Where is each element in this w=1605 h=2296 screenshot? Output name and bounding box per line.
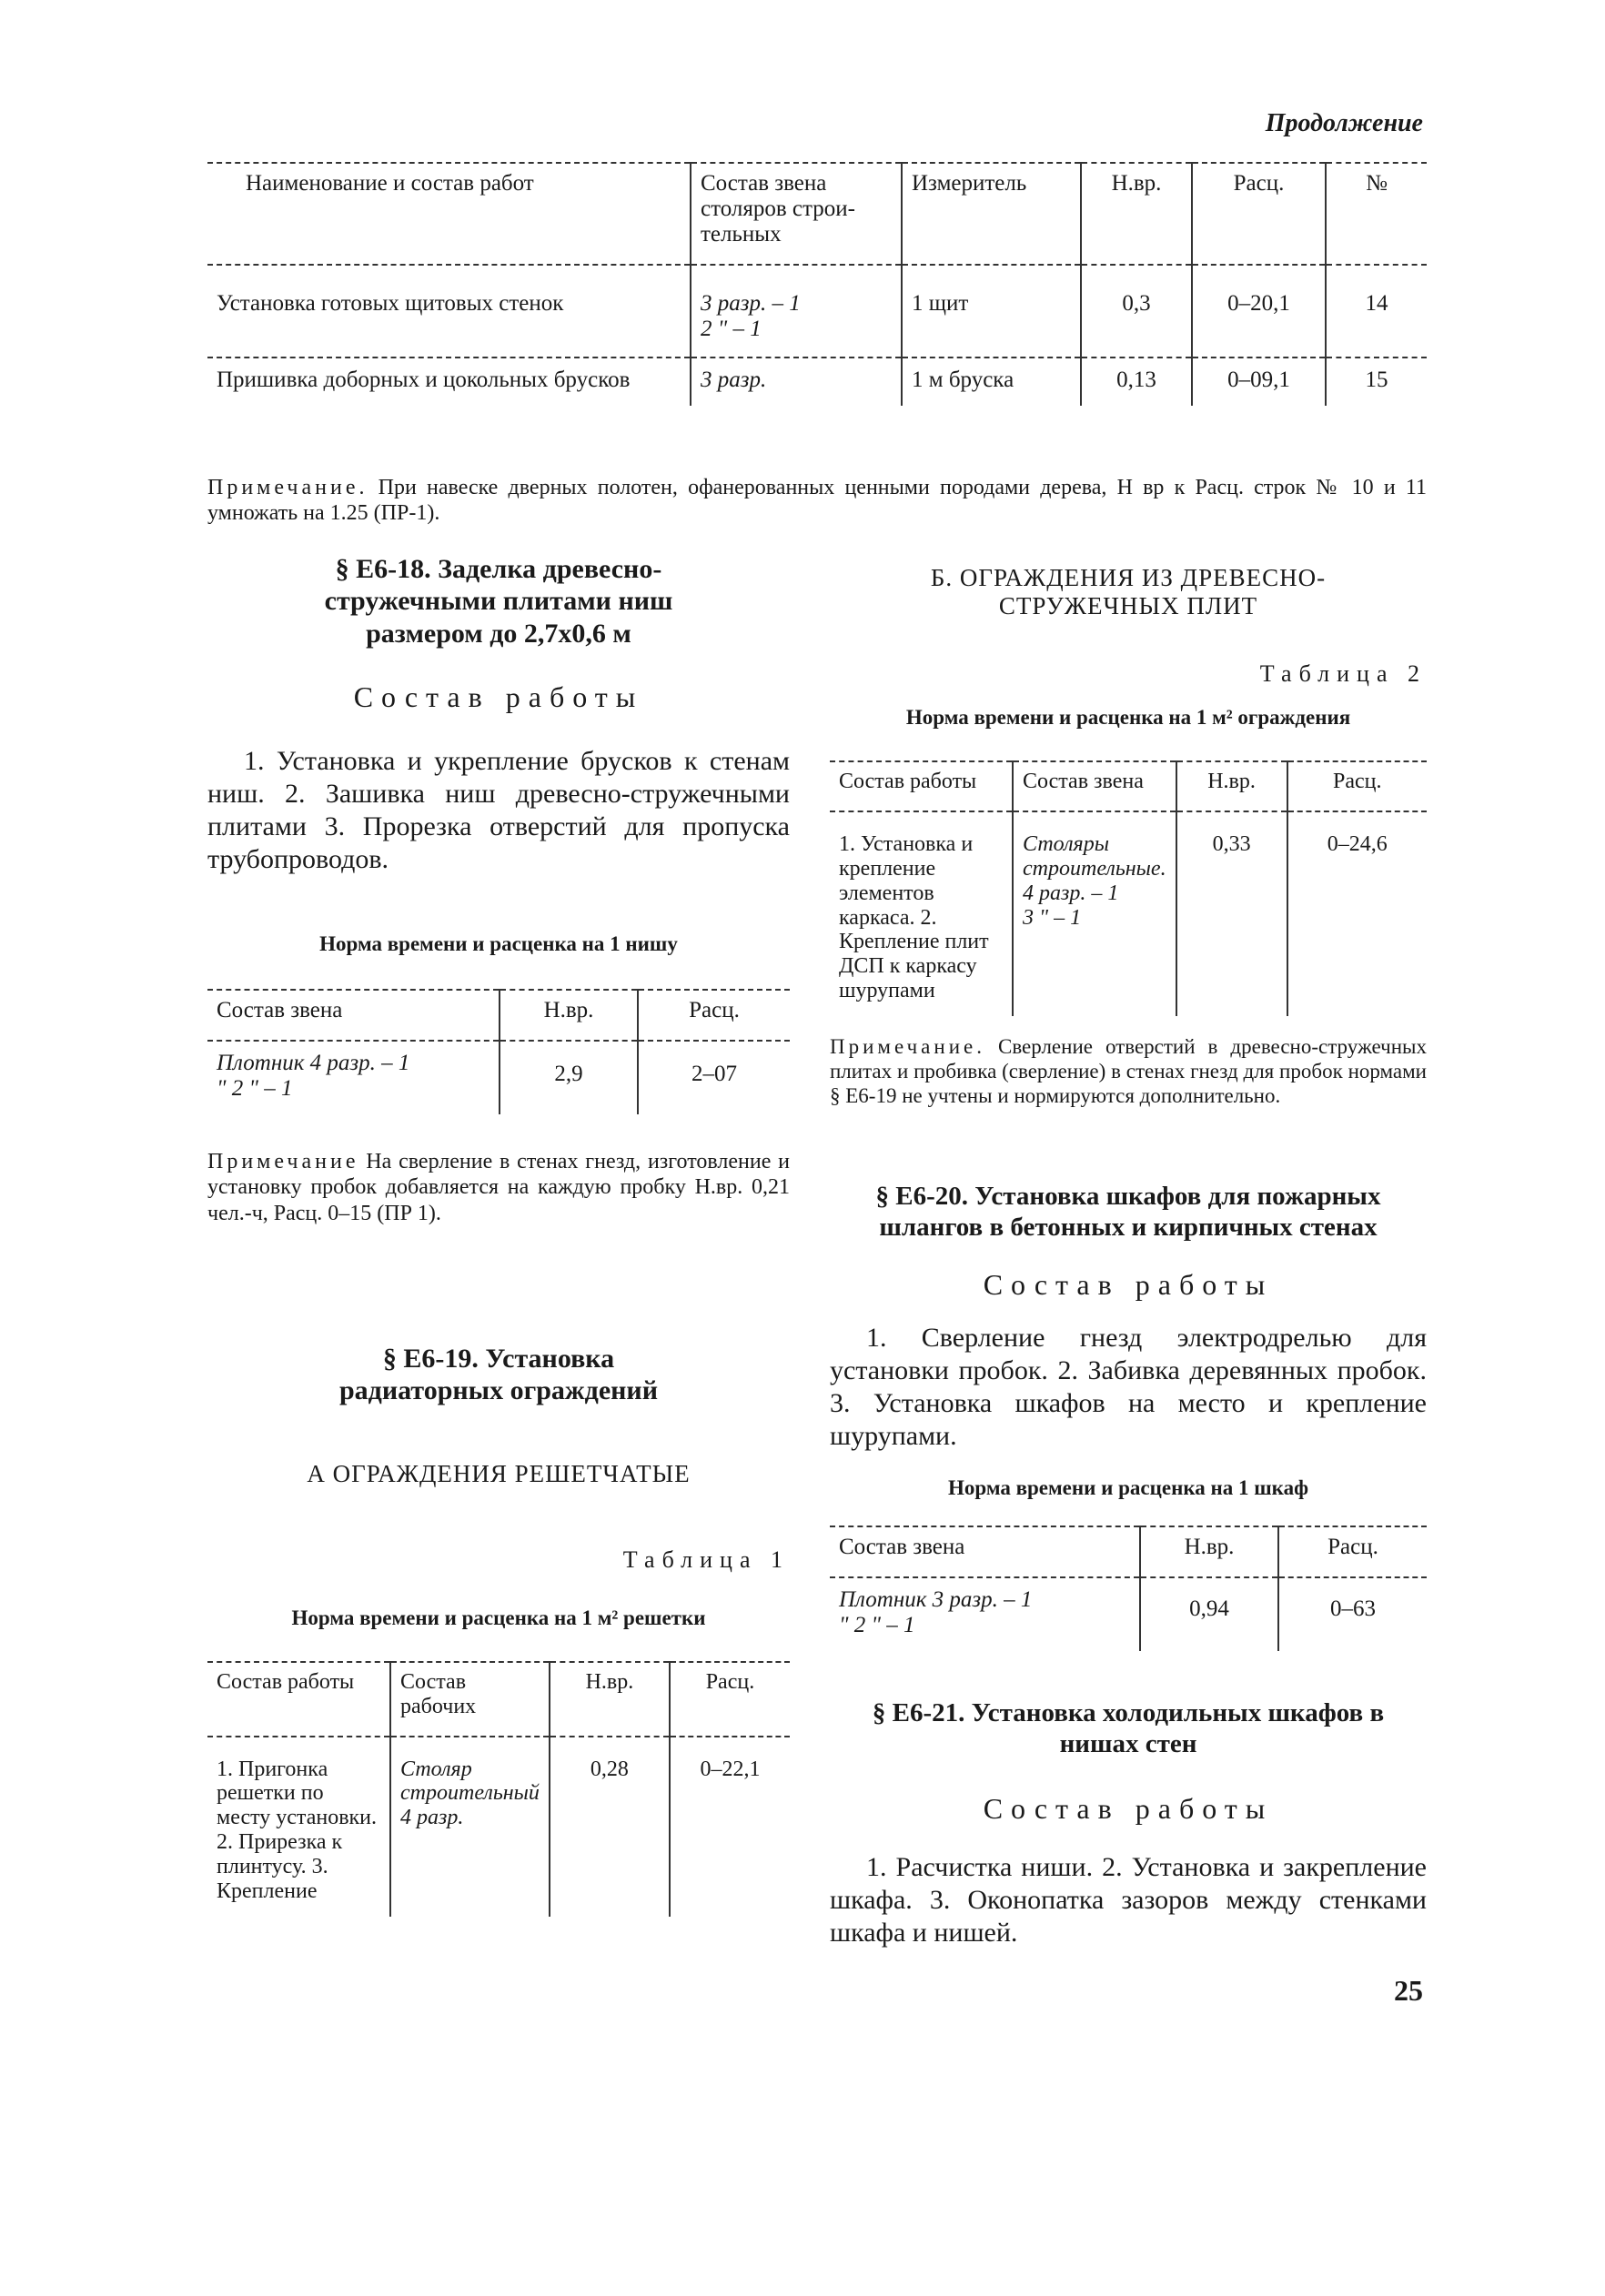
header-name: Наименование и состав работ: [246, 171, 534, 196]
section-title: § Е6-20. Установка шкафов для пожарных шлангов в бетонных и кирпичных стенах: [875, 1182, 1381, 1243]
section-b-note: [830, 1034, 1427, 1108]
header-hvr: Н.вр.: [1081, 163, 1192, 265]
section-title: § Е6-21. Установка холодильных шкафов в нишах стен: [872, 1698, 1385, 1759]
header-hvr: Н.вр.: [1176, 761, 1287, 811]
section-e6-21: [830, 1697, 1427, 1949]
table-row: [207, 1041, 790, 1114]
section-e6-20: [830, 1181, 1427, 1651]
header-unit: Измеритель: [902, 163, 1081, 265]
header-crew: Состав рабочих: [390, 1662, 550, 1737]
cell-no: 15: [1326, 357, 1427, 406]
cell-hvr: 0,33: [1176, 811, 1287, 1016]
norm-caption: Норма времени и расценка на 1 м² решетки: [291, 1606, 706, 1629]
cell-name: Установка готовых щитовых стенок: [217, 291, 564, 316]
top-table: [207, 162, 1427, 406]
cell-work: 1. Пригонка решетки по месту установки. 2. Прирезка к плинтусу. 3. Крепление: [217, 1757, 378, 1903]
section-b-table: [830, 760, 1427, 1016]
table-header: [830, 761, 1427, 811]
header-crew: Состав звена: [839, 1535, 965, 1560]
cell-hvr: 0,13: [1081, 357, 1192, 406]
header-rate: Расц.: [1278, 1526, 1427, 1577]
cell-no: 14: [1326, 265, 1427, 357]
cell-name: Пришивка доборных и цокольных брусков: [217, 368, 631, 392]
note-label: Примечание: [207, 1150, 359, 1174]
header-rate: Расц.: [1192, 163, 1326, 265]
note-label: Примечание.: [830, 1035, 985, 1059]
norm-caption: Норма времени и расценка на 1 м² ограждения: [905, 706, 1351, 730]
table-row: [207, 265, 1427, 357]
cell-rate: 0–09,1: [1192, 357, 1326, 406]
header-rate: Расц.: [638, 990, 790, 1041]
section-b: [830, 564, 1427, 1108]
header-no: №: [1326, 163, 1427, 265]
table-row: [830, 1577, 1427, 1651]
table-header: [830, 1526, 1427, 1577]
table-row: [830, 811, 1427, 1016]
table-row: [207, 1737, 790, 1917]
norm-caption: Норма времени и расценка на 1 нишу: [319, 932, 678, 956]
e618-note: [207, 1149, 790, 1226]
cell-crew: 3 разр. – 1 2 " – 1: [691, 265, 902, 357]
header-hvr: Н.вр.: [1140, 1526, 1278, 1577]
cell-crew: Плотник 4 разр. – 1 " 2 " – 1: [217, 1051, 410, 1102]
cell-hvr: 0,3: [1081, 265, 1192, 357]
note-text: На сверление в стенах гнезд, изготовление и установку пробок добавляется на каждую пробку Н.вр. 0,21 чел.-ч, Расц. 0–15 (ПР 1).: [207, 1150, 791, 1225]
cell-crew: 3 разр.: [691, 357, 902, 406]
note-text: Сверление отверстий в древесно-стружечных плитах и пробивка (сверление) в стенах гнезд для пробок нормами § Е6-19 не учтены и нормируются дополнительно.: [830, 1035, 1428, 1108]
cell-crew: Плотник 3 разр. – 1 " 2 " – 1: [839, 1587, 1033, 1638]
section-subtitle: Б. ОГРАЖДЕНИЯ ИЗ ДРЕВЕСНО-СТРУЖЕЧНЫХ ПЛИТ: [930, 564, 1327, 620]
cell-rate: 0–20,1: [1192, 265, 1326, 357]
e619-table: [207, 1661, 790, 1917]
header-rate: Расц.: [670, 1662, 790, 1737]
cell-hvr: 2,9: [500, 1041, 638, 1114]
cell-unit: 1 щит: [902, 265, 1081, 357]
section-title: § Е6-18. Заделка древесно-стружечными плитами ниш размером до 2,7х0,6 м: [324, 554, 673, 649]
cell-crew: Столяры строительные. 4 разр. – 1 3 " – 1: [1013, 811, 1176, 1016]
e618-table: [207, 989, 790, 1114]
header-crew: Состав звена столяров строи-тельных: [691, 163, 902, 265]
cell-work: 1. Установка и крепление элементов каркаса. 2. Крепление плит ДСП к каркасу шурупами: [839, 831, 989, 1003]
composition-heading: Состав работы: [983, 1268, 1274, 1302]
norm-caption: Норма времени и расценка на 1 шкаф: [948, 1476, 1308, 1500]
composition-heading: Состав работы: [983, 1792, 1274, 1826]
section-title: § Е6-19. Установка радиаторных ограждений: [338, 1344, 658, 1406]
cell-unit: 1 м бруска: [902, 357, 1081, 406]
header-hvr: Н.вр.: [500, 990, 638, 1041]
table-number: Таблица 1: [622, 1546, 790, 1573]
table-header: [207, 1662, 790, 1737]
note-text: При навеске дверных полотен, офанерованных ценными породами дерева, Н вр к Расц. строк № 10 и 11 умножать на 1.25 (ПР-1).: [207, 476, 1427, 526]
header-work: Состав работы: [839, 770, 977, 794]
composition-text: 1. Расчистка ниши. 2. Установка и закрепление шкафа. 3. Оконопатка зазоров между стенками шкафа и нишей.: [830, 1852, 1427, 1949]
header-rate: Расц.: [1287, 761, 1427, 811]
header-crew: Состав звена: [1013, 761, 1176, 811]
composition-text: 1. Сверление гнезд электродрелью для установки пробок. 2. Забивка деревянных пробок. 3. Установка шкафов на место и крепление шурупами.: [830, 1323, 1427, 1452]
header-work: Состав работы: [217, 1669, 355, 1694]
composition-heading: Состав работы: [353, 680, 644, 714]
section-e6-18: [207, 553, 790, 1226]
composition-text: 1. Установка и укрепление брусков к стенам ниш. 2. Зашивка ниш древесно-стружечными плитами 3. Прорезка отверстий для пропуска трубопроводов.: [207, 746, 790, 875]
cell-rate: 2–07: [638, 1041, 790, 1114]
section-e6-19: [207, 1343, 790, 1917]
section-subtitle: А ОГРАЖДЕНИЯ РЕШЕТЧАТЫЕ: [307, 1459, 691, 1487]
top-table-header: [207, 163, 1427, 265]
note-label: Примечание.: [207, 476, 368, 499]
table-row: [207, 357, 1427, 406]
header-crew: Состав звена: [217, 998, 343, 1023]
cell-hvr: 0,94: [1140, 1577, 1278, 1651]
cell-crew: Столяр строительный 4 разр.: [390, 1737, 550, 1917]
table-header: [207, 990, 790, 1041]
cell-rate: 0–63: [1278, 1577, 1427, 1651]
e620-table: [830, 1526, 1427, 1651]
page-number: 25: [1394, 1974, 1423, 2007]
continuation-label: Продолжение: [1265, 109, 1423, 137]
table-number: Таблица 2: [1259, 660, 1427, 688]
cell-rate: 0–22,1: [670, 1737, 790, 1917]
cell-hvr: 0,28: [550, 1737, 670, 1917]
cell-rate: 0–24,6: [1287, 811, 1427, 1016]
header-hvr: Н.вр.: [550, 1662, 670, 1737]
top-note: [207, 475, 1427, 527]
